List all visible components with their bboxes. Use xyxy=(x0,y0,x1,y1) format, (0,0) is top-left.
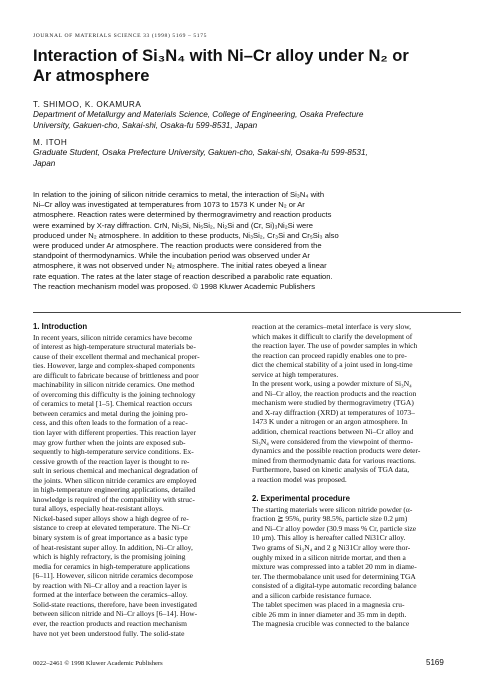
body-line: may grow further when the joints are exposed sub- xyxy=(33,437,186,447)
body-line: and X-ray diffraction (XRD) at temperatures of 1073– xyxy=(252,407,415,417)
body-line: tion layer with different properties. This reaction layer xyxy=(33,428,197,438)
author-names: M. ITOH xyxy=(33,138,68,147)
abstract-line: atmosphere. Reaction rates were determined by thermogravimetry and reaction products xyxy=(33,210,332,220)
abstract-line: produced under N₂ atmosphere. In addition to these products, Ni₃Si₂, Cr₃Si and Cr₅Si₃ also xyxy=(33,230,339,240)
body-line: fraction ≧ 95%, purity 98.5%, particle size 0.2 μm) xyxy=(252,514,408,524)
abstract-line: were produced under Ar atmosphere. The reaction products were considered from the xyxy=(33,241,322,251)
body-line: ties. However, large and complex-shaped components xyxy=(33,361,195,371)
abstract-line: rate equation. The rates at the later stage of reaction described a parabolic rate equation. xyxy=(33,271,333,281)
body-line: sult in serious chemical and mechanical degradation of xyxy=(33,466,198,476)
body-line: In recent years, silicon nitride ceramics have become xyxy=(33,332,193,342)
author-block-1 xyxy=(33,100,463,131)
body-line: [6–11]. However, silicon nitride ceramics decompose xyxy=(33,571,193,581)
abstract-divider xyxy=(33,312,461,313)
section-heading: 2. Experimental procedure xyxy=(252,494,350,504)
body-line: between silicon nitride and Ni–Cr alloys [6–14]. How- xyxy=(33,609,198,619)
right-column xyxy=(252,322,450,629)
body-line: mined from thermodynamic data for various reactions. xyxy=(252,455,416,465)
body-line: service at high temperatures. xyxy=(252,369,339,379)
body-line: and Ni–Cr alloy, the reaction products and the reaction xyxy=(252,388,417,398)
body-line: binary system is of great importance as a basic type xyxy=(33,533,188,543)
body-line: The tablet specimen was placed in a magnesia cru- xyxy=(252,600,405,610)
affiliation-line: Japan xyxy=(33,158,56,168)
body-line: formed at the interface between the ceramics–alloy. xyxy=(33,590,188,600)
abstract-line: In relation to the joining of silicon nitride ceramics to metal, the interaction of Si₃N₄ with xyxy=(33,190,325,199)
body-line: which is highly refractory, is the promising joining xyxy=(33,552,186,562)
body-line: machinability in silicon nitride ceramics. One method xyxy=(33,380,195,390)
body-line: and a silicon carbide resistance furnace. xyxy=(252,590,372,600)
section-heading: 1. Introduction xyxy=(33,322,88,331)
body-line: mechanism were studied by thermogravimetry (TGA) xyxy=(252,398,414,408)
body-line: cause of their excellent thermal and mechanical proper- xyxy=(33,351,200,361)
abstract-line: were examined by X-ray diffraction. CrN, Ni₃Si, Ni₅Si₂, Ni₂Si and (Cr, Si)₃Ni₂Si were xyxy=(33,220,314,230)
section-gap xyxy=(252,484,450,494)
body-line: cible 26 mm in inner diameter and 35 mm in depth. xyxy=(252,609,407,619)
abstract-line: Ni–Cr alloy was investigated at temperatures from 1073 to 1573 K under N₂ or Ar xyxy=(33,200,305,210)
body-line: consisted of a digital-type automatic recording balance xyxy=(252,581,417,591)
body-line: addition, chemical reactions between Ni–Cr alloy and xyxy=(252,427,414,437)
body-line: the reaction can proceed rapidly enables one to pre- xyxy=(252,350,407,360)
body-line: the joints. When silicon nitride ceramics are employed xyxy=(33,475,197,485)
body-line: reaction at the ceramics–metal interface is very slow, xyxy=(252,322,412,331)
author-names: T. SHIMOO, K. OKAMURA xyxy=(33,100,142,109)
abstract-line: atmosphere, it was not observed under N₂ atmosphere. The initial rates obeyed a linear xyxy=(33,261,327,271)
affiliation-line: Department of Metallurgy and Materials Science, College of Engineering, Osaka Prefecture xyxy=(33,110,364,120)
body-line: media for ceramics in high-temperature applications xyxy=(33,561,190,571)
body-line: In the present work, using a powder mixture of Si₃N₄ xyxy=(252,379,412,389)
abstract-line: standpoint of thermodynamics. While the incubation period was observed under Ar xyxy=(33,251,310,261)
body-line: tural alloys, especially heat-resistant alloys. xyxy=(33,504,164,514)
author-block-2 xyxy=(33,138,463,169)
running-head: JOURNAL OF MATERIALS SCIENCE 33 (1998) 5169 – 5175 xyxy=(33,33,207,39)
copyright-footer: 0022–2461 © 1998 Kluwer Academic Publishers xyxy=(33,660,163,667)
body-line: a reaction model was proposed. xyxy=(252,474,347,484)
body-line: cessive growth of the reaction layer is thought to re- xyxy=(33,456,190,466)
body-line: cess, and this often leads to the formation of a reac- xyxy=(33,418,188,428)
body-line: between ceramics and metal during the joining pro- xyxy=(33,408,188,418)
body-line: of interest as high-temperature structural materials be- xyxy=(33,342,196,352)
body-line: mixture was compressed into a tablet 20 mm in diame- xyxy=(252,562,417,572)
body-line: 10 μm). This alloy is hereafter called Ni31Cr alloy. xyxy=(252,533,406,543)
body-line: dict the chemical stability of a joint used in long-time xyxy=(252,360,413,370)
body-line: and Ni–Cr alloy powder (30.9 mass % Cr, particle size xyxy=(252,523,417,533)
affiliation-line: Graduate Student, Osaka Prefecture University, Gakuen-cho, Sakai-shi, Osaka-fu 599-8531, xyxy=(33,148,368,158)
body-line: of overcoming this difficulty is the joining technology xyxy=(33,389,196,399)
left-column xyxy=(33,322,231,638)
body-line: Si₃N₄ were considered from the viewpoint of thermo- xyxy=(252,436,413,446)
body-line: dynamics and the possible reaction products were deter- xyxy=(252,446,421,456)
title-line: Interaction of Si₃N₄ with Ni–Cr alloy under N₂ or xyxy=(33,47,409,65)
body-line: of heat-resistant super alloy. In addition, Ni–Cr alloy, xyxy=(33,542,193,552)
body-line: in high-temperature engineering applications, detailed xyxy=(33,485,196,495)
body-line: Nickel-based super alloys show a high degree of re- xyxy=(33,513,189,523)
body-line: The magnesia crucible was connected to the balance xyxy=(252,619,410,629)
body-line: the reaction layer. The use of powder samples in which xyxy=(252,341,418,351)
body-line: Furthermore, based on kinetic analysis of TGA data, xyxy=(252,465,410,475)
body-line: Two grams of Si₃N₄ and 2 g Ni31Cr alloy were thor- xyxy=(252,543,411,553)
title-line: Ar atmosphere xyxy=(33,67,150,85)
affiliation-line: University, Gakuen-cho, Sakai-shi, Osaka-fu 599-8531, Japan xyxy=(33,120,258,130)
body-line: Solid-state reactions, therefore, have been investigated xyxy=(33,599,197,609)
body-line: ter. The thermobalance unit used for determining TGA xyxy=(252,571,416,581)
paper-title xyxy=(33,46,463,86)
body-line: ever, the reaction products and reaction mechanism xyxy=(33,618,188,628)
body-line: are difficult to fabricate because of brittleness and poor xyxy=(33,370,199,380)
body-line: The starting materials were silicon nitride powder (α- xyxy=(252,504,413,514)
body-line: which makes it difficult to clarify the development of xyxy=(252,331,413,341)
body-line: knowledge is required of the compatibility with struc- xyxy=(33,494,195,504)
body-line: sequently to high-temperature service conditions. Ex- xyxy=(33,447,194,457)
abstract xyxy=(33,190,463,292)
body-line: of ceramics to metal [1–5]. Chemical reaction occurs xyxy=(33,399,193,409)
body-line: 1473 K under a nitrogen or an argon atmosphere. In xyxy=(252,417,408,427)
abstract-line: The reaction mechanism model was proposed. © 1998 Kluwer Academic Publishers xyxy=(33,281,316,291)
body-line: sistance to creep at elevated temperature. The Ni–Cr xyxy=(33,523,191,533)
body-line: oughly mixed in a silicon nitride mortar, and then a xyxy=(252,552,406,562)
body-line: by reaction with Ni–Cr alloy and a reaction layer is xyxy=(33,580,187,590)
page-number: 5169 xyxy=(426,658,444,667)
body-line: have not yet been understood fully. The solid-state xyxy=(33,628,185,638)
